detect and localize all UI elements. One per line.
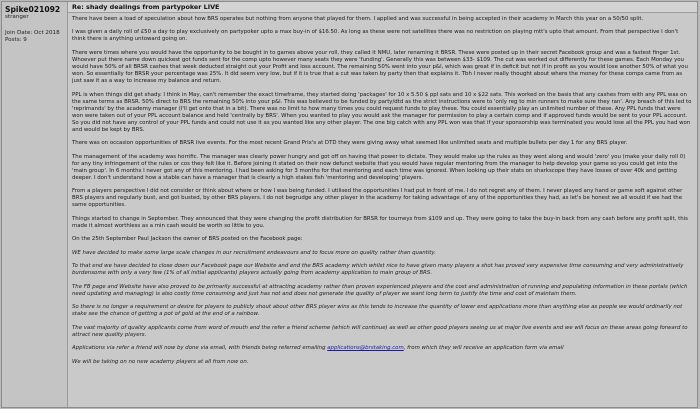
refer-suffix: , from which they will receive an application form via email [403, 345, 564, 352]
quoted-paragraph: WE have decided to make some large scale changes in our recruitment endeavours and to focus more on quality rather than quantity. [72, 249, 436, 256]
post-paragraph: There were times where you would have the opportunity to be bought in to games above your roll, they called it NMU, later renaming it BRSR. These were posted up in their secret Facebook group and was a fastest finger 1st. Whoever put there name down quickest got funds sent for the comp upto however many seats they were 'funding'. Generally this was between $33- $109. The cut was worked out differently for these games. Each Monday you would have 50% of all BRSR cashes that week deducted straight out your Profit and loss account. The remaining 50% went into your p&l, which was great if in deficit but not if in profit as you would lose another 50% of what you won. So essentially for BRSR your percentage was 25%. It did seem very low, but if it is true that a cut was taken by party then that explains it. Tbh I never really thought about where the money for these comps came from as just saw it as a way to increase my balance and return. [72, 49, 688, 85]
forum-post [1, 1, 698, 408]
post-count: Posts: 9 [5, 37, 27, 44]
user-title: stranger [5, 14, 29, 20]
post-paragraph: I was given a daily roll of £50 a day to play exclusively on partypoker upto a max buy-in of $16.50. As long as these were not satellites there was no restriction on playing mtt's upto that amount. From that perspective I don't think there is anything untoward going on. [72, 29, 679, 43]
post-main [68, 2, 697, 407]
quoted-paragraph: The FB page and Website have also proved to be primarily successful at attracting academy rather than proven experienced players and the cost and administration of running and populating information in these portals (which need updating and managing) is also costly time consuming and just has not and does not generate the quality of player we want long term to justify the time and cost of maintain them. [72, 283, 688, 297]
join-date: Join Date: Oct 2018 [5, 30, 60, 36]
quoted-paragraph: We will be taking on no new academy players at all from now on. [72, 358, 249, 365]
username-link[interactable]: Spike021092 [5, 5, 61, 14]
refer-prefix: Applications via refer a friend will now by done via email, with friends being referred emailing [72, 345, 328, 352]
post-subject: Re: shady dealings from partypoker LIVE [68, 2, 697, 13]
user-stats [5, 30, 64, 45]
post-paragraph: There have been a load of speculation about how BRS operates but nothing from anyone that played for them. I applied and was successful in being accepted in their academy in March this year on a 50/50 split. [72, 16, 644, 22]
quoted-paragraph: To that end we have decided to close down our Facebook page our Website and end the BRS academy which whilst nice to have given many players a shot has proved very expensive time consuming and very administratively burdensome with only a very few (1% of all initial applicants) players actually going from academy application to main group of BRS. [72, 263, 684, 277]
post-body [68, 13, 697, 372]
post-paragraph: On the 25th September Paul Jackson the owner of BRS posted on the Facebook page: [72, 236, 303, 243]
quoted-paragraph: So there is no longer a requirement or desire for players to publicly shout about other BRS player wins as this tends to increase the quantity of lower end applications more than anything else as people we would ordinarily not stake see the chance of getting a pot of gold at the end of a rainbow. [72, 304, 683, 318]
post-paragraph: Things started to change in September. They announced that they were changing the profit distribution for BRSR for tourneys from $109 and up. They were going to take the buy-in back from any cash before any profit split, this made it almost worthless as a min cash would be worth so little to you. [72, 215, 688, 229]
refer-paragraph [72, 345, 692, 352]
email-link[interactable]: applications@brstaking.com [327, 345, 404, 352]
post-paragraph: PPL is when things did get shady. I think in May, can't remember the exact timeframe, they started doing 'packages' for 10 x 5.50 $ ppl sats and 10 x $22 sats. This worked on the basis that any cashes from with any PPL was on the same terms as BRSR. 50% direct to BRS the remaining 50% into your p&l. This was believed to be funded by party/dtd as the strict instructions were to 'only reg to min runners to make sure they ran'. Any breach of this led to 'reprimands' by the academy manager (I'll get onto that in a bit). There was no limit to how many times you could request funds to play these. You could essentially play an unlimited number of these. Any PPL funds that were won were taken out of your PPL account balance and held 'centrally by BRS'. When you wanted to play you would ask the manager for permission to play a certain comp and if approved funds would be sent to your PPL account. So you did not have any control of your PPL funds and could not use it as you wanted like any other player. The one big catch with any PPL won was that if your sponsorship was terminated you would lose all the PPL you had won and would be kept by BRS. [72, 91, 692, 133]
post-paragraph: From a players perspective I did not consider or think about where or how I was being funded. I utilised the opportunities I had put in front of me. I do not regret any of them. I never played any hand or game soft against other BRS players and regularly bust, and got busted, by other BRS players. I do not begrudge any other player in the academy for taking advantage of any of the opportunities they had, as let's be honest we all would if we had the same opportunities. [72, 188, 683, 209]
post-paragraph: There was on occasion opportunities of BRSR live events. For the most recent Grand Prix's at DTD they were giving away what seemed like unlimited seats and multiple bullets per day 1 for any BRS player. [72, 140, 628, 147]
post-paragraph: The management of the academy was horrific. The manager was clearly power hungry and got off on having that power to dictate. They would make up the rules as they went along and would 'zero' you (make your daily roll 0) for any tiny infringement of the rules or cos they felt like it. Before joining it stated on their now defunct website that you would have regular mentoring from the manager to help develop your game so you could get into the 'main group'. In 6 months I never got any of this mentoring. I had been asking for 3 months for that mentoring and each time was ignored. When looking up their stats on sharkscope they have losses of over 40k and getting deeper. I don't understand how a stable can have a manager that is clearly a high stakes fish 'mentoring and developing' players. [72, 153, 686, 181]
user-info-panel [2, 2, 68, 407]
quoted-paragraph: The vast majority of quality applicants come from word of mouth and the refer a friend scheme (which will continue) as well as other good players seeing us at major live events and we will focus on these areas going forward to attract new quality players. [72, 324, 688, 338]
